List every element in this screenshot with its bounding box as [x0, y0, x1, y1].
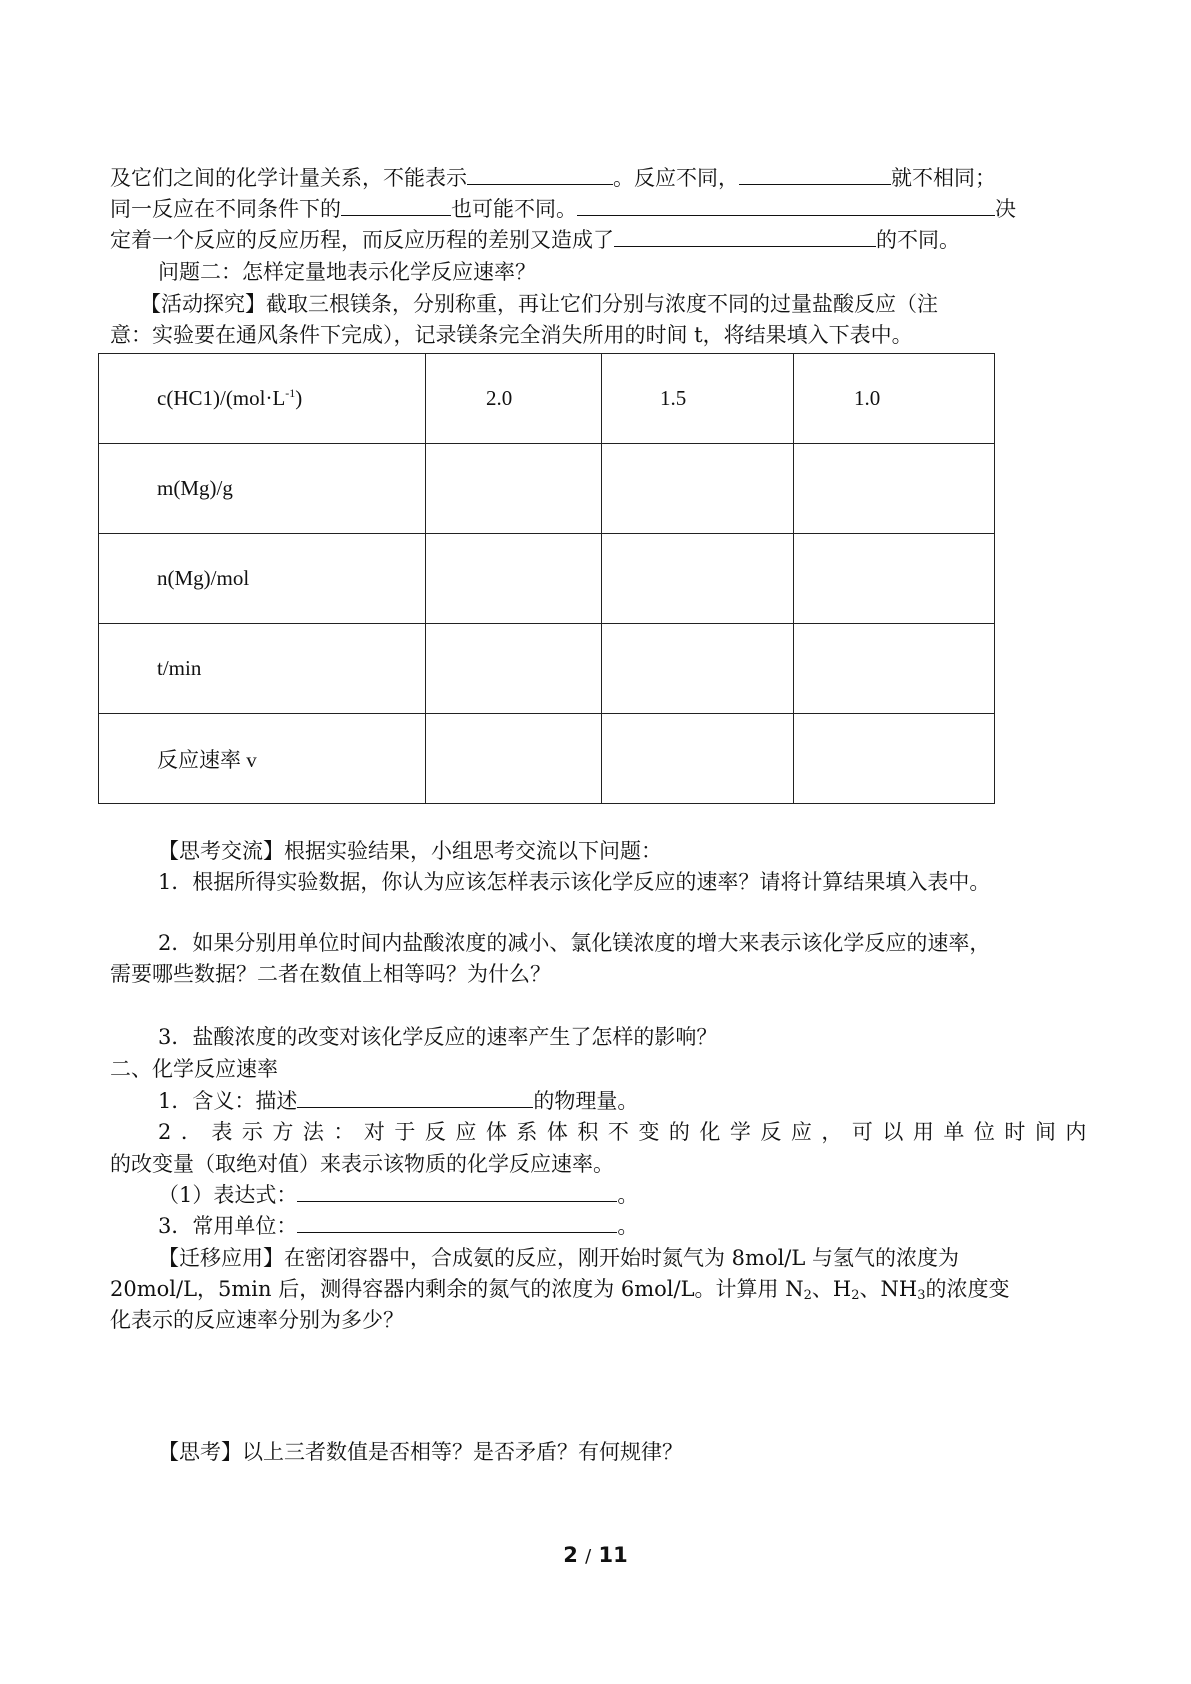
- fill-blank[interactable]: [341, 197, 451, 216]
- experiment-table: [98, 353, 995, 804]
- concentration-cell: 1.5: [602, 354, 794, 444]
- think-line: 【思考】以上三者数值是否相等？是否矛盾？有何规律？: [158, 1440, 683, 1464]
- intro-line-2: [110, 197, 1016, 221]
- input-cell[interactable]: [426, 534, 602, 624]
- discussion-q2-line2: 需要哪些数据？二者在数值上相等吗？为什么？: [110, 962, 551, 986]
- table-row: [99, 534, 995, 624]
- concentration-cell: 1.0: [794, 354, 995, 444]
- fill-blank[interactable]: [467, 166, 613, 185]
- intro-text: 同一反应在不同条件下的: [110, 197, 341, 221]
- application-line-1: 【迁移应用】在密闭容器中，合成氨的反应，刚开始时氮气为 8mol/L 与氢气的浓度为: [158, 1246, 960, 1270]
- input-cell[interactable]: [602, 624, 794, 714]
- table-row: [99, 354, 995, 444]
- intro-text: 及它们之间的化学计量关系，不能表示: [110, 166, 467, 190]
- intro-line-1: [110, 166, 996, 190]
- intro-text: 的不同。: [876, 228, 960, 252]
- fill-blank[interactable]: [297, 1183, 617, 1202]
- input-cell[interactable]: [794, 534, 995, 624]
- row-label: 反应速率 v: [99, 714, 426, 804]
- intro-text: 就不相同；: [891, 166, 996, 190]
- row-label: n(Mg)/mol: [99, 534, 426, 624]
- table-row: [99, 714, 995, 804]
- input-cell[interactable]: [602, 534, 794, 624]
- page-number: 2 / 11: [563, 1543, 628, 1567]
- discussion-q2-line1: 2．如果分别用单位时间内盐酸浓度的减小、氯化镁浓度的增大来表示该化学反应的速率，: [158, 931, 991, 955]
- input-cell[interactable]: [794, 714, 995, 804]
- fill-blank[interactable]: [297, 1089, 533, 1108]
- intro-text: 。反应不同，: [613, 166, 739, 190]
- method-line-2: 的改变量（取绝对值）来表示该物质的化学反应速率。: [110, 1152, 614, 1176]
- fill-blank[interactable]: [297, 1214, 617, 1233]
- discussion-title: 【思考交流】根据实验结果，小组思考交流以下问题：: [158, 839, 662, 863]
- input-cell[interactable]: [602, 714, 794, 804]
- application-line-2: 20mol/L，5min 后，测得容器内剩余的氮气的浓度为 6mol/L。计算用 $N_2$、$H_2$、$NH_3$的浓度变: [110, 1277, 1010, 1303]
- intro-text: 定着一个反应的反应历程，而反应历程的差别又造成了: [110, 228, 614, 252]
- row-label: m(Mg)/g: [99, 444, 426, 534]
- row-label: t/min: [99, 624, 426, 714]
- method-line-1: 2．表示方法：对于反应体系体积不变的化学反应，可以用单位时间内: [158, 1120, 1096, 1144]
- intro-text: 决: [995, 197, 1016, 221]
- unit-line: 3．常用单位： 。: [158, 1214, 639, 1238]
- input-cell[interactable]: [426, 714, 602, 804]
- table-header-cell: $c(HC1)/(mol\cdot L^{-1})$: [99, 354, 426, 444]
- discussion-q1: 1．根据所得实验数据，你认为应该怎样表示该化学反应的速率？请将计算结果填入表中。: [158, 870, 991, 894]
- expression-line: （1）表达式： 。: [158, 1183, 639, 1207]
- table-row: [99, 624, 995, 714]
- application-line-3: 化表示的反应速率分别为多少？: [110, 1308, 404, 1332]
- fill-blank[interactable]: [577, 197, 995, 216]
- input-cell[interactable]: [426, 444, 602, 534]
- concentration-cell: 2.0: [426, 354, 602, 444]
- input-cell[interactable]: [426, 624, 602, 714]
- intro-text: 也可能不同。: [451, 197, 577, 221]
- activity-line-1: 【活动探究】截取三根镁条，分别称重，再让它们分别与浓度不同的过量盐酸反应（注: [140, 292, 938, 316]
- activity-line-2: 意：实验要在通风条件下完成），记录镁条完全消失所用的时间 t，将结果填入下表中。: [110, 323, 913, 347]
- discussion-q3: 3．盐酸浓度的改变对该化学反应的速率产生了怎样的影响？: [158, 1025, 718, 1049]
- meaning-line: 1．含义：描述 的物理量。: [158, 1089, 639, 1113]
- fill-blank[interactable]: [614, 228, 876, 247]
- fill-blank[interactable]: [739, 166, 891, 185]
- input-cell[interactable]: [794, 444, 995, 534]
- input-cell[interactable]: [794, 624, 995, 714]
- intro-line-3: [110, 228, 960, 252]
- question-two: 问题二：怎样定量地表示化学反应速率？: [158, 260, 536, 284]
- section-two-title: 二、化学反应速率: [110, 1057, 278, 1081]
- input-cell[interactable]: [602, 444, 794, 534]
- table-row: [99, 444, 995, 534]
